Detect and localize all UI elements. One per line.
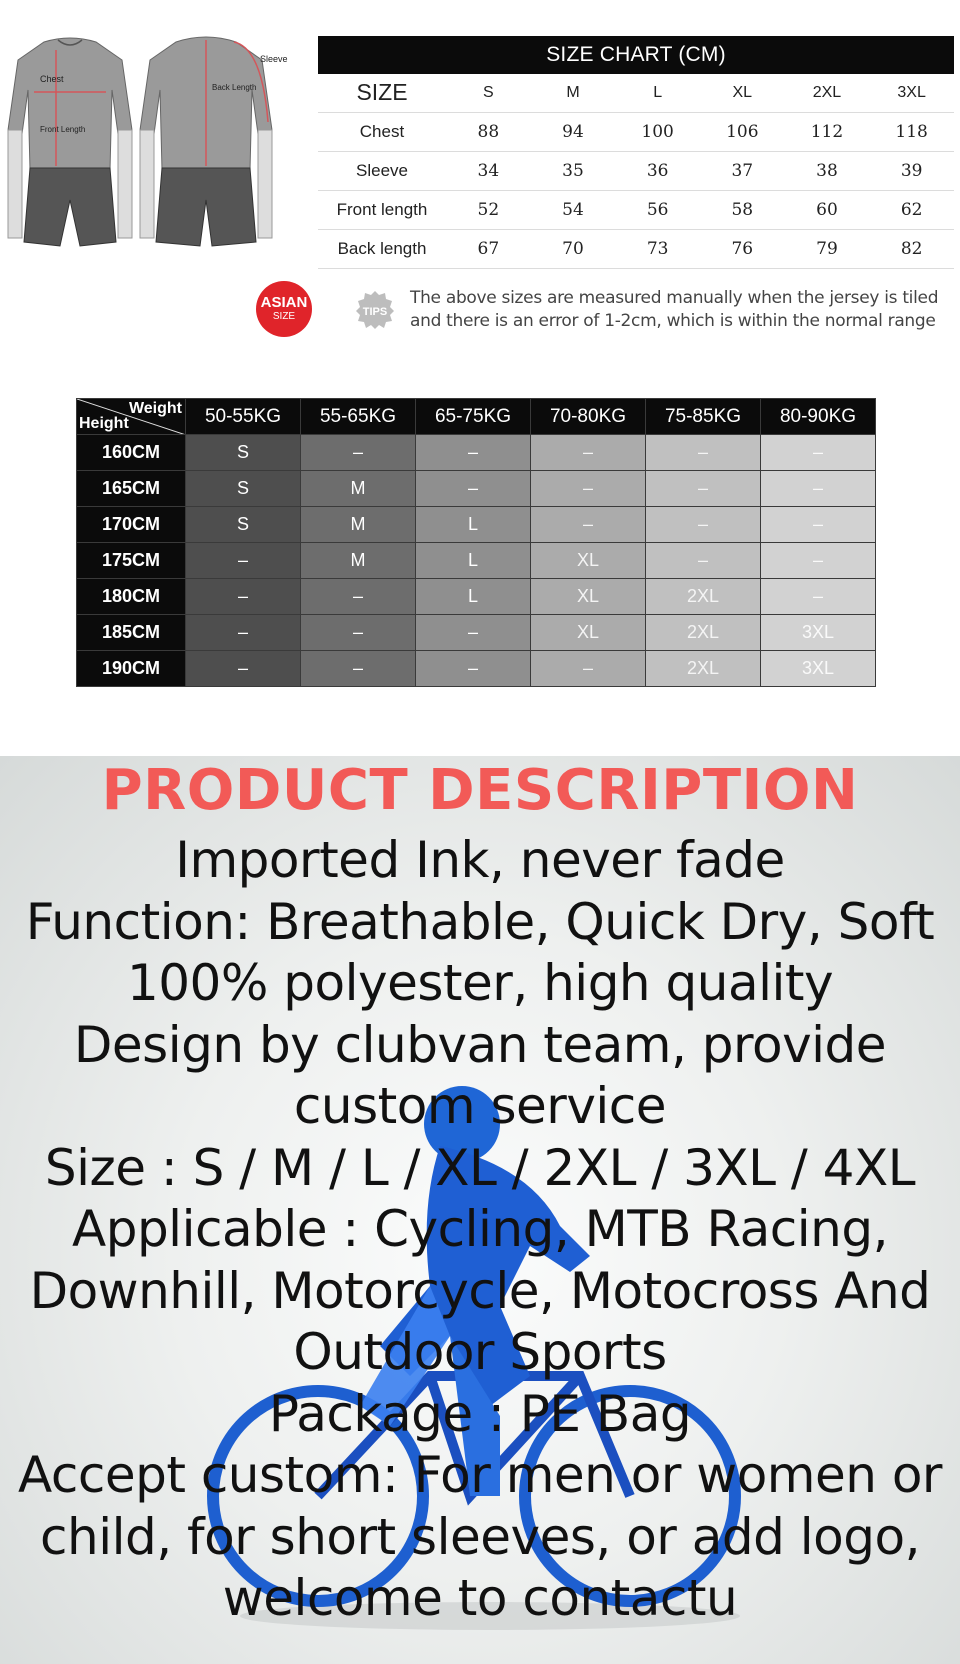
rec-size-cell: – [531,471,646,507]
rec-size-cell: – [416,651,531,687]
size-value-cell: 56 [615,190,700,229]
tips-text: The above sizes are measured manually when the jersey is tiled and there is an error of 1-2cm, which is within the normal range [410,288,939,331]
height-cell: 180CM [77,579,186,615]
rec-size-cell: – [761,435,876,471]
size-value-cell: 79 [785,229,870,268]
rec-size-cell: L [416,543,531,579]
rec-size-cell: – [531,435,646,471]
rec-row [77,507,876,543]
rec-size-cell: L [416,579,531,615]
description-line: welcome to contactu [222,1569,738,1627]
rec-size-cell: – [186,615,301,651]
description-line: Function: Breathable, Quick Dry, Soft [25,892,935,951]
size-value-cell: 76 [700,229,785,268]
rec-row [77,471,876,507]
description-line: child, for short sleeves, or add logo, [40,1507,920,1566]
rec-size-cell: 3XL [761,615,876,651]
size-chart-row [318,190,954,229]
row-label: Back length [318,229,446,268]
size-value-cell: 60 [785,190,870,229]
description-line: Design by clubvan team, provide [73,1015,887,1074]
size-header-cell: XL [700,74,785,112]
size-value-cell: 100 [615,112,700,151]
size-header-cell: S [446,74,531,112]
rec-size-cell: – [646,435,761,471]
front-length-figure-label: Front Length [40,125,86,134]
row-label: Front length [318,190,446,229]
height-cell: 175CM [77,543,186,579]
weight-header-cell: 50-55KG [186,399,301,435]
size-value-cell: 37 [700,151,785,190]
back-length-figure-label: Back Length [212,83,257,92]
rec-size-cell: XL [531,615,646,651]
corner-height-label: Height [79,415,129,432]
description-line: Outdoor Sports [293,1323,667,1381]
rec-size-cell: S [186,471,301,507]
description-line: custom service [293,1077,667,1135]
back-measurement-figure [136,30,296,262]
row-label: Chest [318,112,446,151]
rec-size-cell: XL [531,579,646,615]
front-measurement-figure [0,30,140,262]
size-value-cell: 35 [531,151,616,190]
size-value-cell: 112 [785,112,870,151]
size-value-cell: 106 [700,112,785,151]
weight-header-cell: 65-75KG [416,399,531,435]
rec-size-cell: XL [531,543,646,579]
tips-icon-label: TIPS [362,306,388,318]
size-value-cell: 88 [446,112,531,151]
rec-size-cell: – [301,435,416,471]
height-cell: 165CM [77,471,186,507]
rec-size-cell: – [186,543,301,579]
height-weight-size-table [76,398,876,687]
rec-size-cell: L [416,507,531,543]
rec-size-cell: – [646,471,761,507]
rec-row [77,543,876,579]
description-line: Imported Ink, never fade [175,831,785,889]
size-chart-row [318,229,954,268]
description-line: Package : PE Bag [268,1384,692,1443]
rec-size-cell: – [186,579,301,615]
size-value-cell: 82 [869,229,954,268]
size-value-cell: 73 [615,229,700,268]
size-value-cell: 38 [785,151,870,190]
rec-corner-cell [77,399,186,435]
rec-size-cell: M [301,471,416,507]
size-value-cell: 118 [869,112,954,151]
weight-header-cell: 70-80KG [531,399,646,435]
rec-size-cell: 2XL [646,651,761,687]
rec-size-cell: S [186,507,301,543]
size-header-cell: M [531,74,616,112]
size-chart-row [318,112,954,151]
description-lines [8,830,952,1630]
corner-weight-label: Weight [128,400,182,417]
height-cell: 160CM [77,435,186,471]
rec-size-cell: M [301,543,416,579]
size-value-cell: 54 [531,190,616,229]
description-line: Size : S / M / L / XL / 2XL / 3XL / 4XL [44,1138,916,1197]
height-cell: 185CM [77,615,186,651]
tips-icon [354,289,396,331]
rec-header-row [77,399,876,435]
height-cell: 170CM [77,507,186,543]
size-value-cell: 70 [531,229,616,268]
size-value-cell: 67 [446,229,531,268]
rec-size-cell: 2XL [646,579,761,615]
rec-size-cell: – [531,507,646,543]
rec-size-cell: 3XL [761,651,876,687]
rec-size-cell: – [416,471,531,507]
size-value-cell: 62 [869,190,954,229]
rec-size-cell: 2XL [646,615,761,651]
rec-size-cell: – [761,579,876,615]
rec-row [77,651,876,687]
size-chart-row [318,151,954,190]
rec-row [77,435,876,471]
rec-size-cell: – [646,543,761,579]
weight-header-cell: 75-85KG [646,399,761,435]
size-header-cell: L [615,74,700,112]
badge-line-2: SIZE [272,311,296,322]
description-line: 100% polyester, high quality [126,954,834,1012]
size-chart-title: SIZE CHART (CM) [318,36,954,74]
rec-size-cell: – [301,615,416,651]
size-header-cell: 2XL [785,74,870,112]
asian-size-badge [256,281,312,337]
height-cell: 190CM [77,651,186,687]
row-label: Sleeve [318,151,446,190]
rec-row [77,615,876,651]
size-chart-header-row [318,74,954,112]
rec-size-cell: – [646,507,761,543]
badge-line-1: ASIAN [260,294,308,311]
rec-size-cell: S [186,435,301,471]
sleeve-figure-label: Sleeve [260,54,288,64]
weight-header-cell: 55-65KG [301,399,416,435]
size-value-cell: 39 [869,151,954,190]
description-line: Accept custom: For men or women or [18,1446,942,1504]
size-chart-table [318,36,954,269]
size-value-cell: 34 [446,151,531,190]
rec-size-cell: – [301,651,416,687]
rec-size-cell: – [186,651,301,687]
rec-size-cell: – [761,471,876,507]
rec-size-cell: – [531,651,646,687]
description-title: PRODUCT DESCRIPTION [101,758,859,823]
product-description-section [0,756,960,1664]
rec-size-cell: – [301,579,416,615]
size-value-cell: 94 [531,112,616,151]
size-value-cell: 52 [446,190,531,229]
weight-header-cell: 80-90KG [761,399,876,435]
rec-size-cell: – [761,543,876,579]
size-value-cell: 58 [700,190,785,229]
description-line: Downhill, Motorcycle, Motocross And [29,1261,931,1320]
chest-figure-label: Chest [40,74,64,84]
size-value-cell: 36 [615,151,700,190]
rec-row [77,579,876,615]
rec-size-cell: – [416,435,531,471]
rec-size-cell: – [416,615,531,651]
rec-size-cell: – [761,507,876,543]
size-header-label: SIZE [318,74,446,112]
size-header-cell: 3XL [869,74,954,112]
rec-size-cell: M [301,507,416,543]
description-line: Applicable : Cycling, MTB Racing, [72,1200,888,1258]
